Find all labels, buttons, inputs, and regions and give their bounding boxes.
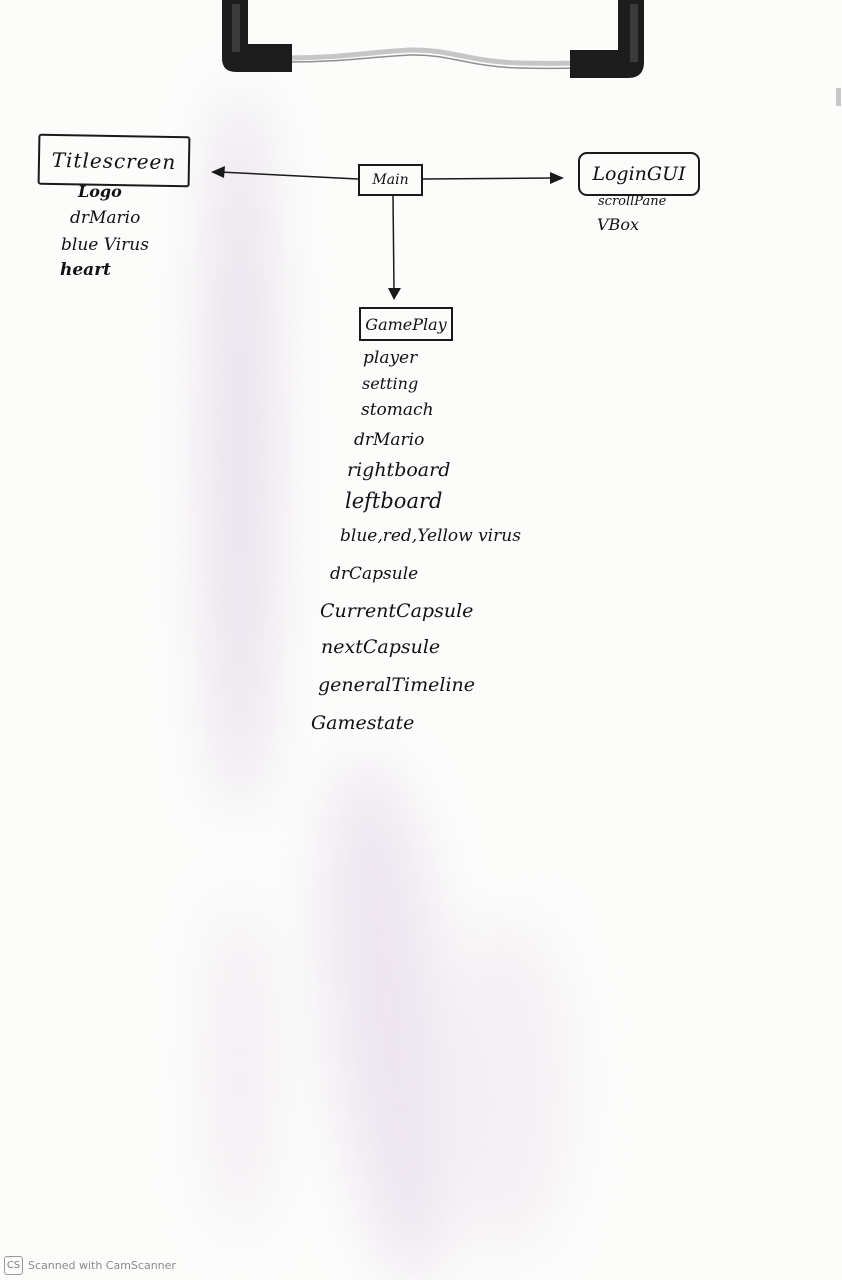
node-gameplay: GamePlay: [359, 307, 453, 341]
scan-shadow: [210, 900, 270, 1230]
gameplay-item-viruses: blue,red,Yellow virus: [340, 526, 521, 546]
arrowhead-right-icon: [550, 172, 564, 184]
scan-shadow: [440, 920, 570, 1250]
titlescreen-item-blue-virus: blue Virus: [61, 235, 149, 255]
gameplay-item-rightboard: rightboard: [347, 459, 451, 481]
logingui-item-vbox: VBox: [597, 215, 639, 234]
node-main: Main: [358, 164, 423, 196]
node-logingui: LoginGUI: [578, 152, 700, 196]
logingui-item-scrollpane: scrollPane: [598, 194, 667, 209]
scanner-watermark: Scanned with CamScanner: [28, 1259, 176, 1272]
titlescreen-item-heart: heart: [60, 260, 111, 280]
titlescreen-item-logo: Logo: [78, 182, 122, 201]
edge-main-titlescreen: [220, 172, 358, 179]
gameplay-item-currentcapsule: CurrentCapsule: [320, 600, 474, 622]
gameplay-item-setting: setting: [362, 374, 419, 393]
edge-main-logingui: [423, 178, 554, 179]
edge-main-gameplay: [393, 196, 394, 291]
titlescreen-item-drmario: drMario: [70, 208, 141, 228]
gameplay-item-generaltimeline: generalTimeline: [318, 674, 476, 696]
arrowhead-left-icon: [211, 166, 225, 178]
gameplay-item-gamestate: Gamestate: [311, 712, 415, 734]
node-titlescreen: Titlescreen: [38, 134, 191, 188]
arrowhead-down-icon: [388, 288, 401, 300]
gameplay-item-player: player: [363, 348, 418, 368]
camscanner-logo-icon: CS: [4, 1256, 23, 1275]
gameplay-item-drmario: drMario: [354, 430, 425, 450]
gameplay-item-leftboard: leftboard: [345, 489, 443, 513]
gameplay-item-stomach: stomach: [361, 400, 434, 420]
gameplay-item-drcapsule: drCapsule: [330, 564, 419, 584]
gameplay-item-nextcapsule: nextCapsule: [321, 636, 441, 658]
